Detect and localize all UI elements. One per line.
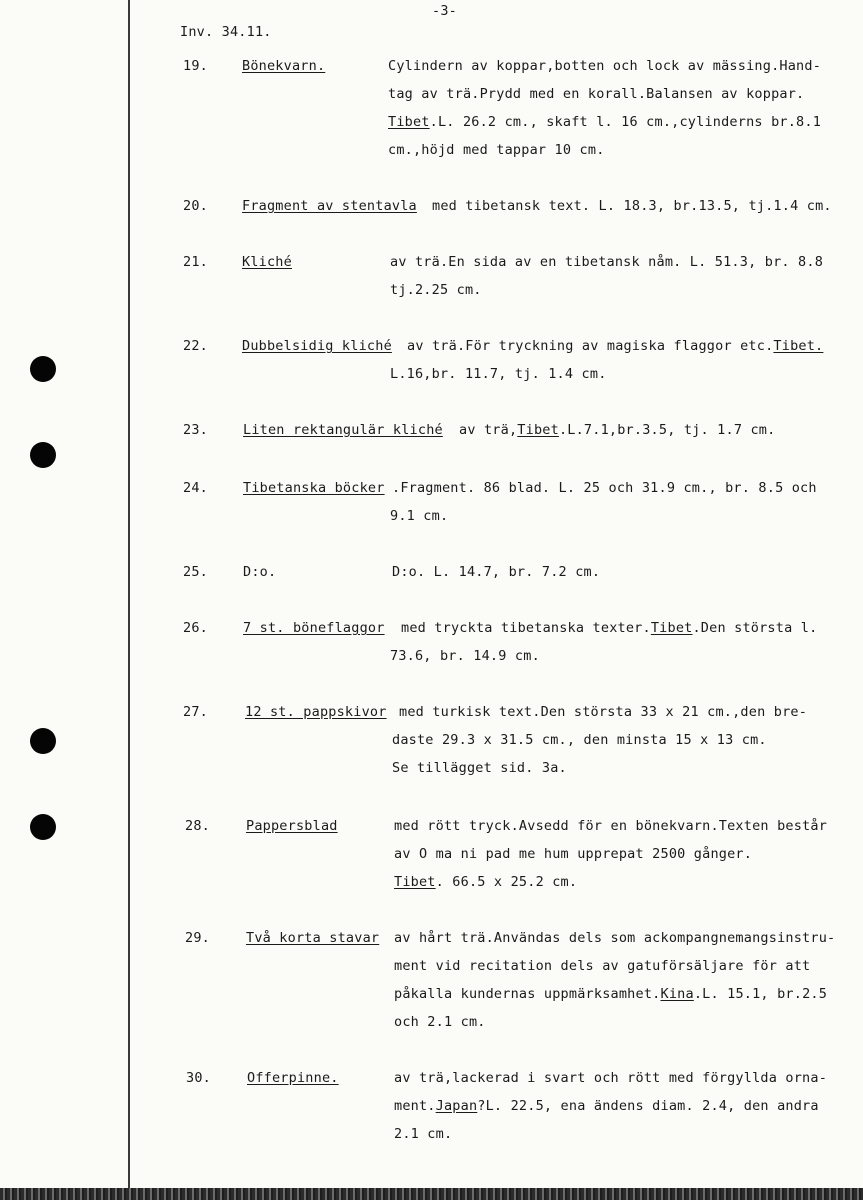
item-text: Tibet.L. 26.2 cm., skaft l. 16 cm.,cylinderns br.8.1 bbox=[388, 114, 822, 130]
punch-hole bbox=[30, 442, 56, 468]
item-title: Bönekvarn. bbox=[242, 58, 326, 74]
item-title: 7 st. böneflaggor bbox=[243, 620, 385, 636]
item-text: .Fragment. 86 blad. L. 25 och 31.9 cm., br. 8.5 och bbox=[392, 480, 817, 496]
item-number: 20. bbox=[183, 198, 208, 214]
item-number: 29. bbox=[185, 930, 210, 946]
item-text: och 2.1 cm. bbox=[394, 1014, 486, 1030]
item-text: med tryckta tibetanska texter.Tibet.Den största l. bbox=[401, 620, 818, 636]
item-text: L.16,br. 11.7, tj. 1.4 cm. bbox=[390, 366, 607, 382]
item-title: D:o. bbox=[243, 564, 277, 580]
item-title: 12 st. pappskivor bbox=[245, 704, 387, 720]
item-text: ment vid recitation dels av gatuförsäljare för att bbox=[394, 958, 811, 974]
item-number: 26. bbox=[183, 620, 208, 636]
punch-hole bbox=[30, 728, 56, 754]
item-title: Tibetanska böcker bbox=[243, 480, 385, 496]
item-number: 24. bbox=[183, 480, 208, 496]
item-number: 27. bbox=[183, 704, 208, 720]
item-title: Två korta stavar bbox=[246, 930, 380, 946]
item-text: av trä,Tibet.L.7.1,br.3.5, tj. 1.7 cm. bbox=[459, 422, 776, 438]
item-text: av hårt trä.Användas dels som ackompangnemangsinstru- bbox=[394, 930, 836, 946]
item-text: påkalla kundernas uppmärksamhet.Kina.L. 15.1, br.2.5 bbox=[394, 986, 828, 1002]
origin-label: Japan bbox=[435, 1098, 478, 1114]
item-text: ment.Japan?L. 22.5, ena ändens diam. 2.4, den andra bbox=[394, 1098, 819, 1114]
inventory-number: Inv. 34.11. bbox=[180, 24, 272, 40]
item-text: med turkisk text.Den största 33 x 21 cm.,den bre- bbox=[399, 704, 808, 720]
origin-label: Tibet bbox=[394, 874, 436, 890]
item-text: Cylindern av koppar,botten och lock av mässing.Hand- bbox=[388, 58, 822, 74]
item-text: tag av trä.Prydd med en korall.Balansen av koppar. bbox=[388, 86, 805, 102]
item-text: av trä.För tryckning av magiska flaggor etc.Tibet. bbox=[407, 338, 824, 354]
item-title: Dubbelsidig kliché bbox=[242, 338, 392, 354]
item-number: 30. bbox=[186, 1070, 211, 1086]
item-text: av trä,lackerad i svart och rött med förgyllda orna- bbox=[394, 1070, 828, 1086]
item-text: 9.1 cm. bbox=[390, 508, 449, 524]
item-title: Fragment av stentavla bbox=[242, 198, 417, 214]
item-number: 25. bbox=[183, 564, 208, 580]
item-text: av trä.En sida av en tibetansk nåm. L. 51.3, br. 8.8 bbox=[390, 254, 824, 270]
item-number: 23. bbox=[183, 422, 208, 438]
item-text: tj.2.25 cm. bbox=[390, 282, 482, 298]
page-number: -3- bbox=[432, 3, 457, 19]
item-text: 2.1 cm. bbox=[394, 1126, 453, 1142]
margin-rule bbox=[128, 0, 130, 1188]
item-text: Tibet. 66.5 x 25.2 cm. bbox=[394, 874, 578, 890]
origin-label: Kina bbox=[660, 986, 694, 1002]
punch-hole bbox=[30, 356, 56, 382]
item-text: Se tillägget sid. 3a. bbox=[392, 760, 567, 776]
scan-bottom-edge bbox=[0, 1188, 863, 1200]
origin-label: Tibet. bbox=[773, 338, 824, 354]
origin-label: Tibet bbox=[517, 422, 559, 438]
origin-label: Tibet bbox=[388, 114, 430, 130]
item-number: 28. bbox=[185, 818, 210, 834]
item-text: av O ma ni pad me hum upprepat 2500 gånger. bbox=[394, 846, 753, 862]
origin-label: Tibet bbox=[650, 620, 693, 636]
item-title: Pappersblad bbox=[246, 818, 338, 834]
item-text: daste 29.3 x 31.5 cm., den minsta 15 x 13 cm. bbox=[392, 732, 767, 748]
item-title: Kliché bbox=[242, 254, 292, 270]
item-text: D:o. L. 14.7, br. 7.2 cm. bbox=[392, 564, 601, 580]
item-number: 19. bbox=[183, 58, 208, 74]
item-number: 22. bbox=[183, 338, 208, 354]
item-title: Liten rektangulär kliché bbox=[243, 422, 443, 438]
item-title: Offerpinne. bbox=[247, 1070, 339, 1086]
item-text: 73.6, br. 14.9 cm. bbox=[390, 648, 540, 664]
item-text: med tibetansk text. L. 18.3, br.13.5, tj.1.4 cm. bbox=[432, 198, 832, 214]
item-text: cm.,höjd med tappar 10 cm. bbox=[388, 142, 605, 158]
punch-hole bbox=[30, 814, 56, 840]
item-number: 21. bbox=[183, 254, 208, 270]
item-text: med rött tryck.Avsedd för en bönekvarn.Texten består bbox=[394, 818, 828, 834]
